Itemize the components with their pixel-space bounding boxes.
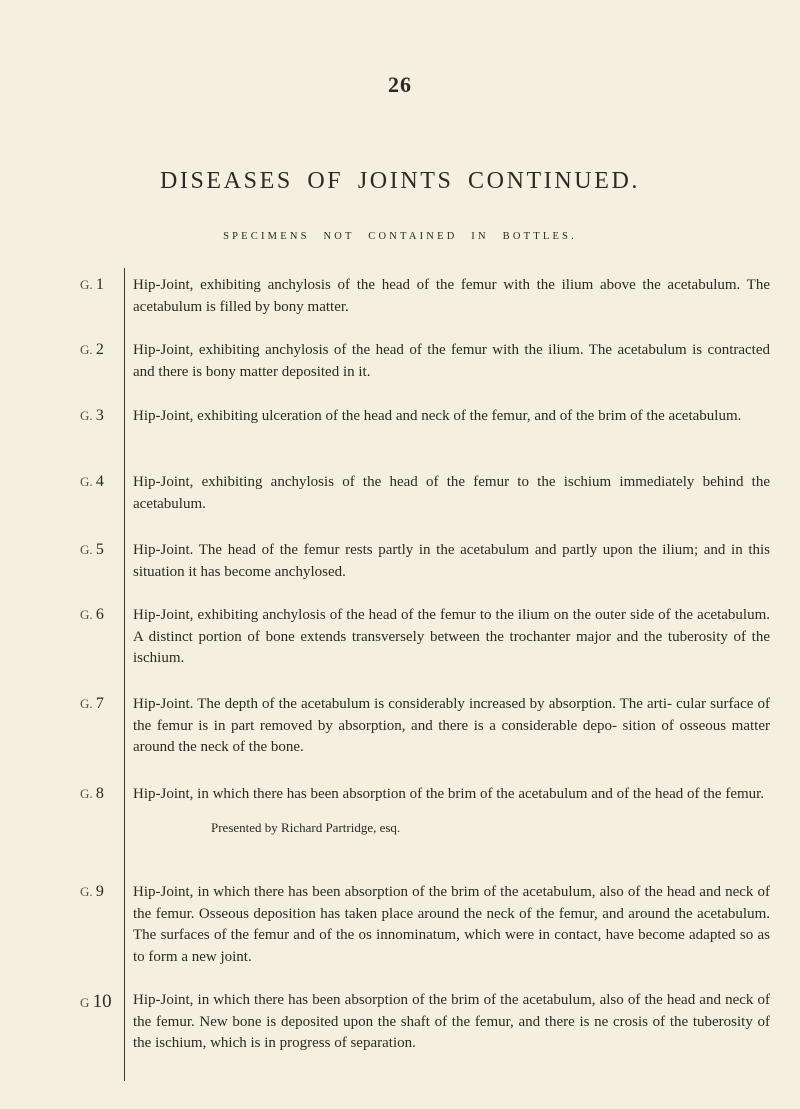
page-number: 26 — [388, 72, 412, 97]
specimen-prefix: G. — [80, 408, 93, 423]
specimen-number-value: 3 — [95, 407, 104, 424]
section-subtitle: SPECIMENS NOT CONTAINED IN BOTTLES. — [223, 231, 577, 242]
specimen-number-value: 2 — [95, 341, 104, 358]
specimen-number-value: 5 — [95, 541, 104, 558]
page-title: DISEASES OF JOINTS CONTINUED. — [159, 168, 641, 194]
specimen-entry — [80, 333, 770, 399]
specimen-number — [80, 268, 125, 333]
specimen-prefix: G. — [80, 542, 93, 557]
specimen-prefix: G. — [80, 884, 93, 899]
specimen-entry — [80, 983, 770, 1081]
specimen-number-value: 10 — [92, 991, 112, 1012]
specimen-prefix: G — [80, 995, 90, 1010]
specimen-number — [80, 777, 125, 875]
specimen-number — [80, 333, 125, 399]
specimen-number — [80, 875, 125, 983]
specimen-number — [80, 399, 125, 465]
specimen-entry — [80, 875, 770, 983]
specimen-number — [80, 465, 125, 533]
specimen-entry — [80, 777, 770, 875]
specimen-number-value: 1 — [95, 276, 104, 293]
specimen-entry — [80, 399, 770, 465]
specimen-prefix: G. — [80, 607, 93, 622]
specimen-entry — [80, 465, 770, 533]
specimen-description: Hip-Joint, exhibiting ulceration of the head and neck of the femur, and of the brim of the acetabulum. — [133, 408, 742, 424]
donor-note: Presented by Richard Partridge, esq. — [211, 819, 401, 835]
specimen-entry — [80, 533, 770, 598]
specimen-entry — [80, 687, 770, 777]
specimen-number-value: 7 — [95, 695, 104, 712]
specimen-number-value: 8 — [95, 785, 104, 802]
specimen-prefix: G. — [80, 277, 93, 292]
specimen-entry — [80, 268, 770, 333]
specimen-description: Hip-Joint, exhibiting anchylosis of the head of the femur to the ilium on the outer side of the acetabulum. A distinct portion of bone extends transversely between the trochanter major and the tuberosity of the ischium. — [133, 607, 770, 666]
specimen-number-value: 9 — [95, 883, 104, 900]
specimen-entry — [80, 598, 770, 687]
specimen-prefix: G. — [80, 474, 93, 489]
specimen-number-value: 4 — [95, 473, 104, 490]
specimen-description: Hip-Joint, exhibiting anchylosis of the head of the femur with the ilium. The acetabulum is contracted and there is bony matter deposited in it. — [133, 342, 770, 380]
specimen-description: Hip-Joint. The depth of the acetabulum is considerably increased by absorption. The arti- cular surface of the femur is in part removed by absorption, and there is a considerable depo- sition of osseous matter around the neck of the bone. — [133, 696, 770, 755]
specimen-prefix: G. — [80, 786, 93, 801]
specimen-description: Hip-Joint, exhibiting anchylosis of the head of the femur with the ilium above the acetabulum. The acetabulum is filled by bony matter. — [133, 277, 770, 315]
specimen-number — [80, 687, 125, 777]
specimen-description: Hip-Joint, in which there has been absorption of the brim of the acetabulum and of the head of the femur. — [133, 786, 765, 802]
specimen-number-value: 6 — [95, 606, 104, 623]
specimen-number — [80, 533, 125, 598]
specimen-description: Hip-Joint, in which there has been absorption of the brim of the acetabulum, also of the head and neck of the femur. Osseous deposition has taken place around the neck of the femur, and around the acetabulum. The surfaces of the femur and of the os innominatum, which were in contact, have become adapted so as to form a new joint. — [133, 884, 770, 965]
specimen-description: Hip-Joint, in which there has been absorption of the brim of the acetabulum, also of the head and neck of the femur. New bone is deposited upon the shaft of the femur, and there is ne crosis of the tuberosity of the ischium, which is in progress of separation. — [133, 992, 770, 1051]
specimen-number — [80, 983, 125, 1081]
specimen-description: Hip-Joint. The head of the femur rests partly in the acetabulum and partly upon the ilium; and in this situation it has become anchylosed. — [133, 542, 770, 580]
specimen-prefix: G. — [80, 696, 93, 711]
specimen-prefix: G. — [80, 342, 93, 357]
specimen-description: Hip-Joint, exhibiting anchylosis of the head of the femur to the ischium immediately behind the acetabulum. — [133, 474, 770, 512]
specimen-number — [80, 598, 125, 687]
specimen-list — [80, 268, 770, 1081]
